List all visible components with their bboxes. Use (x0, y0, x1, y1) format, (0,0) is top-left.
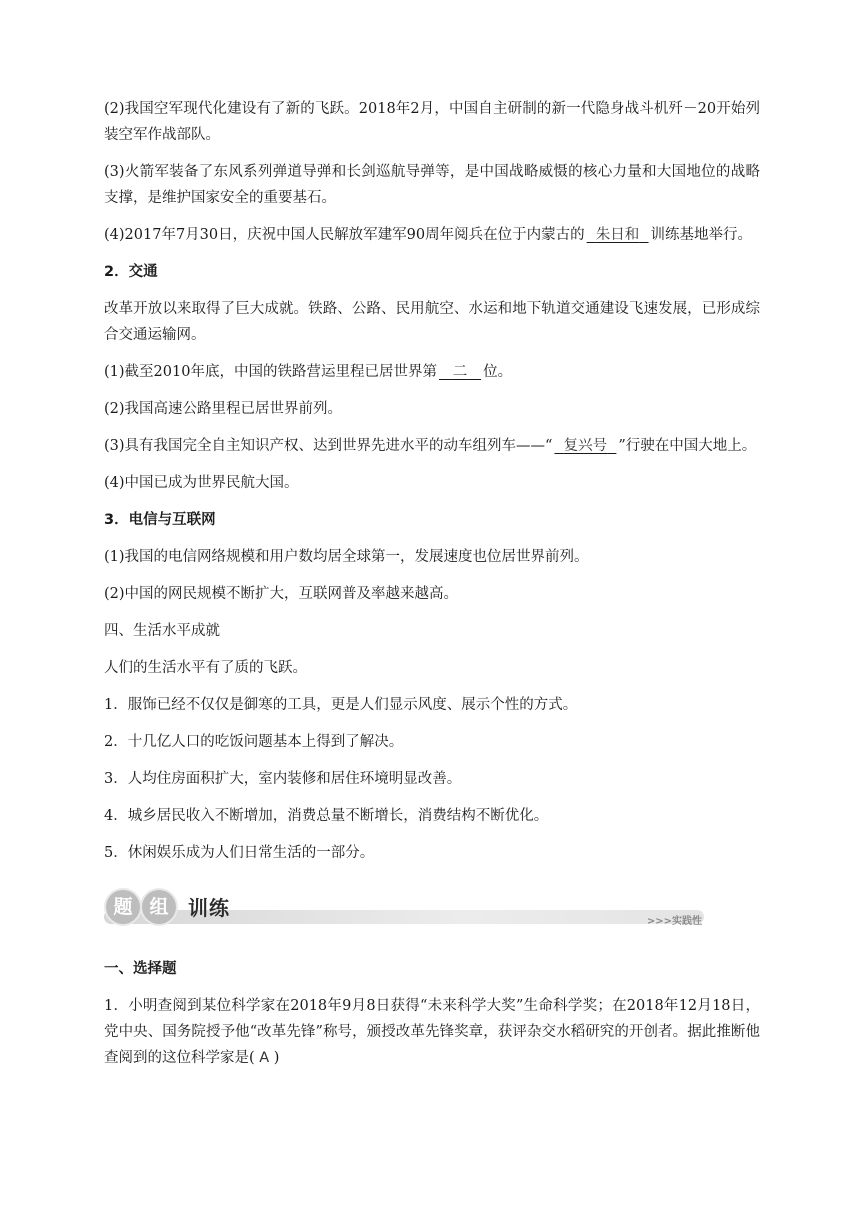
text: (4)2017年7月30日，庆祝中国人民解放军建军90周年阅兵在位于内蒙古的 (104, 227, 585, 243)
section-heading-transport: 2．交通 (104, 264, 158, 280)
fill-blank-answer: 二 (452, 364, 468, 380)
transport-para-3 (104, 433, 760, 459)
banner-title: 训练 (188, 896, 230, 920)
living-item: 1．服饰已经不仅仅是御寒的工具，更是人们显示风度、展示个性的方式。 (104, 697, 578, 713)
text: ) (273, 1050, 280, 1066)
telecom-para-1: (1)我国的电信网络规模和用户数均居全球第一，发展速度也位居世界前列。 (104, 549, 589, 565)
text: 训练基地举行。 (650, 227, 753, 243)
text: (3)具有我国完全自主知识产权、达到世界先进水平的动车组列车——“ (104, 438, 553, 454)
question-1 (104, 993, 760, 1071)
transport-para-4: (4)中国已成为世界民航大国。 (104, 475, 299, 491)
transport-intro: 改革开放以来取得了巨大成就。铁路、公路、民用航空、水运和地下轨道交通建设飞速发展，已形成综合交通运输网。 (104, 301, 760, 343)
fill-blank-answer: 朱日和 (595, 227, 640, 243)
banner-circle-char: 组 (142, 890, 176, 924)
exercise-banner (104, 886, 760, 932)
banner-tag: >>>实践性 (646, 916, 702, 927)
text: (1)截至2010年底，中国的铁路营运里程已居世界第 (104, 364, 437, 380)
living-item: 4．城乡居民收入不断增加，消费总量不断增长，消费结构不断优化。 (104, 808, 549, 824)
transport-para-1 (104, 359, 760, 385)
military-para-3: (3)火箭军装备了东风系列弹道导弹和长剑巡航导弹等，是中国战略威慑的核心力量和大国地位的战略支撑，是维护国家安全的重要基石。 (104, 164, 760, 206)
living-item: 2．十几亿人口的吃饭问题基本上得到了解决。 (104, 734, 404, 750)
living-item: 5．休闲娱乐成为人们日常生活的一部分。 (104, 845, 375, 861)
section-heading-telecom: 3．电信与互联网 (104, 512, 216, 528)
answer-choice: A (259, 1050, 270, 1066)
living-item: 3．人均住房面积扩大，室内装修和居住环境明显改善。 (104, 771, 462, 787)
banner-circle-char: 题 (106, 890, 140, 924)
transport-para-2: (2)我国高速公路里程已居世界前列。 (104, 401, 343, 417)
fill-blank-answer: 复兴号 (563, 438, 608, 454)
living-intro: 人们的生活水平有了质的飞跃。 (104, 660, 307, 676)
section-heading-exercises: 一、选择题 (104, 961, 177, 977)
telecom-para-2: (2)中国的网民规模不断扩大，互联网普及率越来越高。 (104, 586, 459, 602)
document-page (104, 96, 760, 1082)
question-text: 1．小明查阅到某位科学家在2018年9月8日获得“未来科学大奖”生命科学奖；在2018年12月18日，党中央、国务院授予他“改革先锋”称号，颁授改革先锋奖章，获评杂交水稻研究的开创者。据此推断他查阅到的这位科学家是( (104, 998, 760, 1066)
text: ”行驶在中国大地上。 (618, 438, 757, 454)
military-para-2: (2)我国空军现代化建设有了新的飞跃。2018年2月，中国自主研制的新一代隐身战斗机歼－20开始列装空军作战部队。 (104, 101, 760, 143)
text: 位。 (483, 364, 513, 380)
military-para-4 (104, 222, 760, 248)
section-heading-living: 四、生活水平成就 (104, 623, 220, 639)
